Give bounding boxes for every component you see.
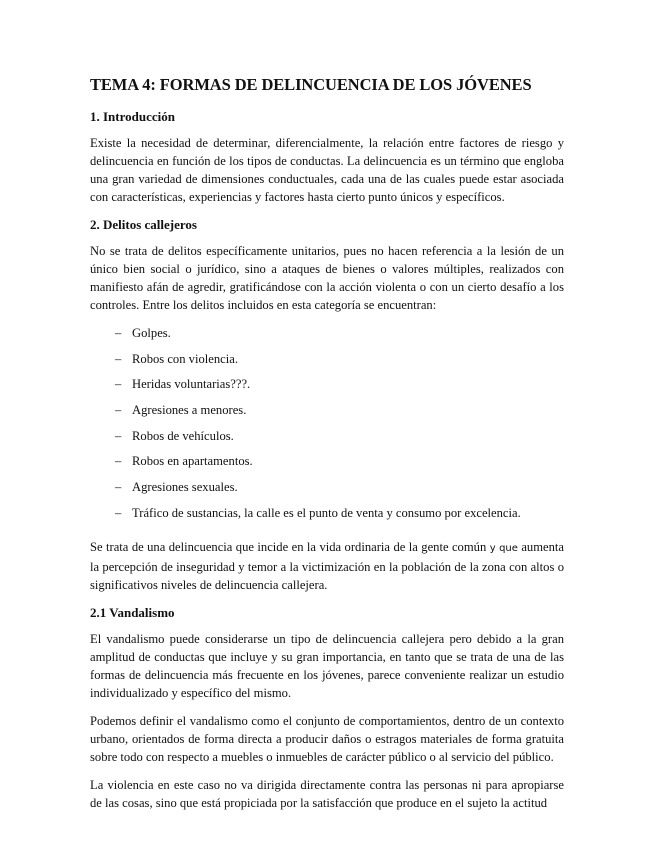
crime-list <box>90 324 564 530</box>
list-item: – Golpes. <box>115 326 171 340</box>
bullet-dash: – <box>115 326 122 340</box>
list-item: – Heridas voluntarias???. <box>115 377 251 392</box>
bullet-dash: – <box>115 403 122 418</box>
list-item: – Tráfico de sustancias, la calle es el punto de venta y consumo por excelencia. <box>115 505 521 520</box>
bullet-dash: – <box>115 377 122 392</box>
list-item: – Agresiones sexuales. <box>115 480 238 495</box>
paragraph-delincuencia-comun: Se trata de una delincuencia que incide en la vida ordinaria de la gente común y que aumenta la percepción de inseguridad y temor a la victimización en la población de la zona con altos o significativos niveles de delincuencia callejera. <box>90 539 564 592</box>
bullet-dash: – <box>115 351 122 366</box>
list-item: – Agresiones a menores. <box>115 403 247 418</box>
document-page <box>90 74 564 822</box>
paragraph-introduccion: Existe la necesidad de determinar, diferencialmente, la relación entre factores de riesgo y delincuencia en función de los tipos de conductas. La delincuencia es un término que engloba una gran variedad de dimensiones conductuales, cada una de las cuales puede estar asociada con características, experiencias y factores hasta cierto punto únicos y específicos. <box>90 136 564 204</box>
paragraph-vandalismo-3: La violencia en este caso no va dirigida directamente contra las personas ni para apropiarse de las cosas, sino que está propiciada por la satisfacción que produce en el sujeto la actitud <box>90 777 564 810</box>
bullet-dash: – <box>115 454 122 469</box>
bullet-dash: – <box>115 505 122 520</box>
section-heading-vandalismo: 2.1 Vandalismo <box>90 604 175 620</box>
paragraph-delitos-callejeros: No se trata de delitos específicamente unitarios, pues no hacen referencia a la lesión de un único bien social o jurídico, sino a ataques de bienes o valores múltiples, realizados con manifiesto afán de agredir, gratificándose con la acción violenta o con un cierto desafío a los controles. Entre los delitos incluidos en esta categoría se encuentran: <box>90 244 564 312</box>
section-heading-delitos-callejeros: 2. Delitos callejeros <box>90 217 197 232</box>
bullet-dash: – <box>115 480 122 495</box>
section-heading-introduccion: 1. Introducción <box>90 109 175 124</box>
document-title: TEMA 4: FORMAS DE DELINCUENCIA DE LOS JÓVENES <box>90 75 532 94</box>
list-item: – Robos en apartamentos. <box>115 454 253 469</box>
list-item: – Robos de vehículos. <box>115 428 234 443</box>
bullet-dash: – <box>115 428 122 443</box>
list-item: – Robos con violencia. <box>115 351 238 366</box>
paragraph-vandalismo-1: El vandalismo puede considerarse un tipo de delincuencia callejera pero debido a la gran amplitud de conductas que incluye y su gran importancia, en tanto que se trata de una de las formas de delincuencia más frecuente en los jóvenes, parece conveniente realizar un estudio individualizado y específico del mismo. <box>90 631 564 700</box>
paragraph-vandalismo-2: Podemos definir el vandalismo como el conjunto de comportamientos, dentro de un contexto urbano, orientados de forma directa a producir daños o estragos materiales de forma gratuita sobre todo con respecto a muebles o inmuebles de carácter público o al servicio del público. <box>90 713 564 764</box>
